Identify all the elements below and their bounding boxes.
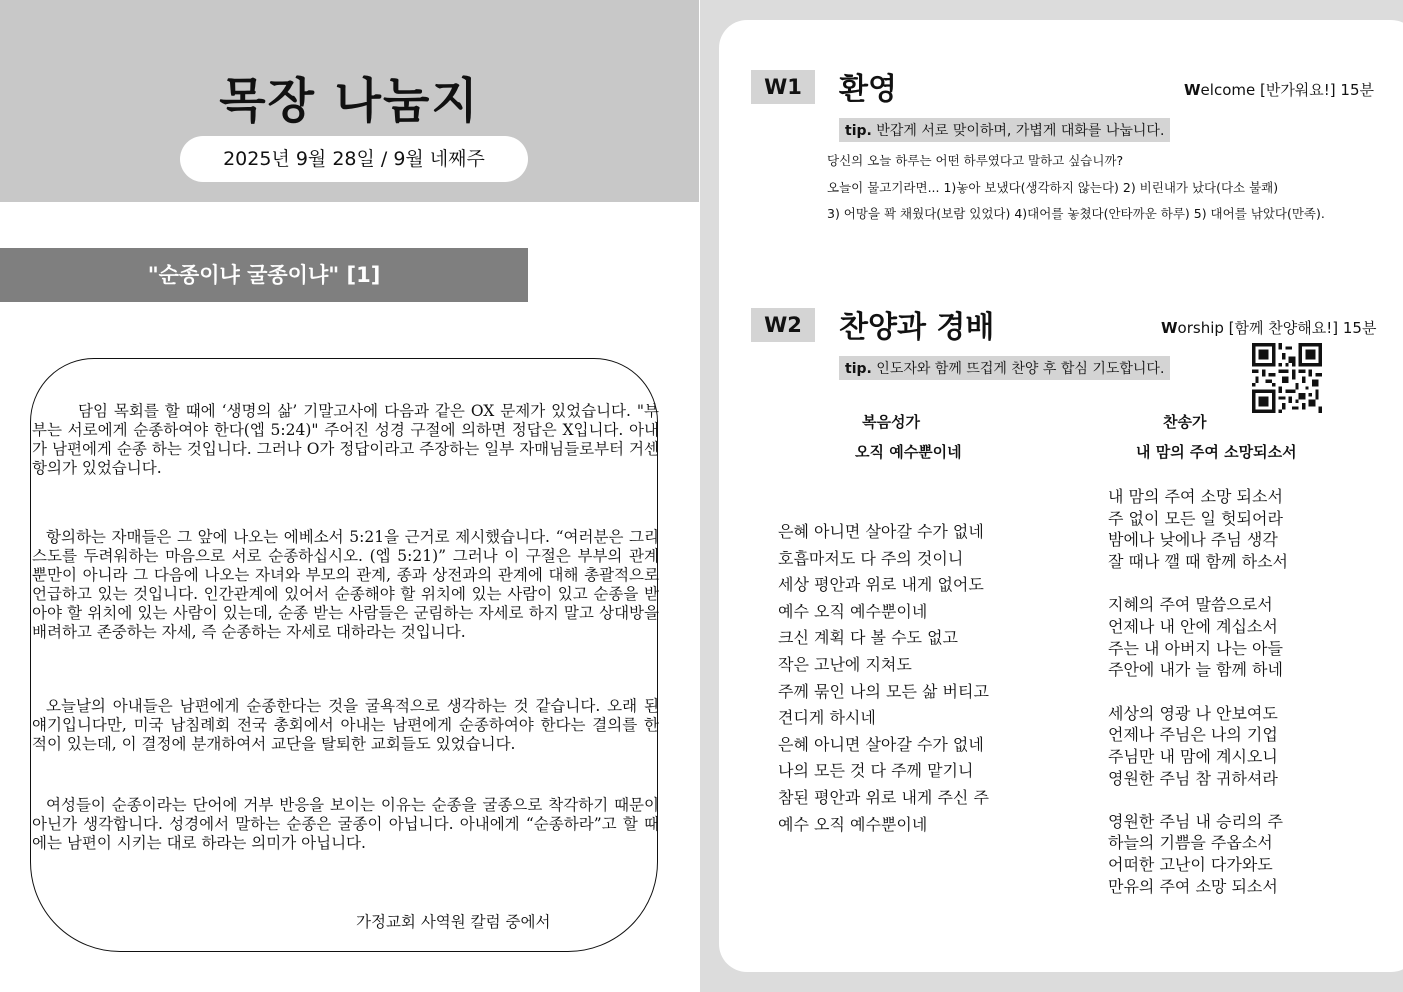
w2-title: 찬양과 경배	[839, 310, 995, 345]
w1-subtitle	[1184, 79, 1374, 100]
qr-code-icon[interactable]	[1251, 343, 1323, 413]
lyric-line: 지혜의 주여 말씀으로서	[1108, 595, 1273, 615]
verse-gap	[1108, 573, 1288, 595]
w1-badge: W1	[751, 70, 815, 104]
page-title: 목장 나눔지	[219, 73, 480, 129]
song1-category: 복음성가	[862, 413, 920, 431]
song1-title: 오직 예수뿐이네	[855, 443, 962, 461]
w2-subtitle-initial: W	[1161, 319, 1178, 337]
date-label: 2025년 9월 28일 / 9월 네째주	[180, 136, 528, 182]
lyric-line: 어떠한 고난이 다가와도	[1108, 855, 1273, 875]
w1-subtitle-initial: W	[1184, 81, 1201, 99]
w1-subtitle-rest: elcome [반가워요!] 15분	[1200, 81, 1374, 99]
left-page	[0, 0, 699, 992]
lyric-line: 은혜 아니면 살아갈 수가 없네	[778, 734, 984, 754]
lyric-line: 세상의 영광 나 안보여도	[1108, 703, 1278, 723]
w2-badge: W2	[751, 308, 815, 342]
article-paragraph-4: 여성들이 순종이라는 단어에 거부 반응을 보이는 이유는 순종을 굴종으로 착각하기 때문이 아닌가 생각합니다. 성경에서 말하는 순종은 굴종이 아닙니다. 아내에게 “순종하라”고 할 때에는 남편이 시키는 대로 하라는 의미가 아닙니다.	[32, 796, 659, 852]
w1-title: 환영	[839, 72, 897, 107]
article-paragraph-2: 항의하는 자매들은 그 앞에 나오는 에베소서 5:21을 근거로 제시했습니다. “여러분은 그리스도를 두려워하는 마음으로 서로 순종하십시오. (엡 5:21)” 그러나 이 구절은 부부의 관계 뿐만이 아니라 그 다음에 나오는 자녀와 부모의 관계, 종과 상전과의 관계에 대해 총괄적으로 언급하고 있는 것입니다. 인간관계에 있어서 순종해야 할 위치에 있는 사람이 있고 순종을 받아야 할 위치에 있는 사람이 있는데, 순종 받는 사람들은 군림하는 자세로 하지 말고 상대방을 배려하고 존중하는 자세, 즉 순종하는 자세로 대하라는 것입니다.	[32, 528, 659, 641]
w2-tip	[839, 356, 1170, 380]
lyric-line: 하늘의 기쁨을 주옵소서	[1108, 833, 1273, 853]
w1-tip-label: tip.	[845, 123, 872, 139]
lyric-line: 은혜 아니면 살아갈 수가 없네	[778, 522, 984, 541]
song1-lyrics	[778, 519, 989, 838]
lyric-line: 언제나 주님은 나의 기업	[1108, 725, 1278, 745]
verse-gap	[1108, 789, 1288, 811]
article-paragraph-1: 담임 목회를 할 때에 ‘생명의 삶’ 기말고사에 다음과 같은 OX 문제가 있었습니다. "부부는 서로에게 순종하여야 한다(엡 5:24)" 주어진 성경 구절에 의하면 정답은 X입니다. 아내가 남편에게 순종 하는 것입니다. 그러나 O가 정답이라고 주장하는 일부 자매님들로부터 거센 항의가 있었습니다.	[32, 402, 659, 477]
lyric-line: 나의 모든 것 다 주께 맡기니	[778, 761, 974, 781]
lyric-line: 세상 평안과 위로 내게 없어도	[778, 575, 984, 595]
lyric-line: 영원한 주님 참 귀하셔라	[1108, 768, 1278, 788]
column-title: "순종이냐 굴종이냐" [1]	[0, 248, 528, 302]
w1-tip-text: 반갑게 서로 맞이하며, 가볍게 대화를 나눕니다.	[876, 123, 1165, 139]
lyric-line: 내 맘의 주여 소망 되소서	[1108, 487, 1283, 506]
w2-tip-label: tip.	[845, 361, 872, 377]
lyric-line: 주님만 내 맘에 계시오니	[1108, 746, 1278, 766]
lyric-line: 크신 계획 다 볼 수도 없고	[778, 628, 958, 648]
lyric-line: 주께 묶인 나의 모든 삶 버티고	[778, 681, 989, 701]
lyric-line: 잘 때나 깰 때 함께 하소서	[1108, 552, 1288, 572]
verse-gap	[1108, 681, 1288, 703]
lyric-line: 호흡마저도 다 주의 것이니	[778, 548, 964, 568]
lyric-line: 주 없이 모든 일 헛되어라	[1108, 508, 1283, 528]
w1-tip	[839, 118, 1170, 142]
w1-options-line-2: 3) 어망을 꽉 채웠다(보람 있었다) 4)대어를 놓쳤다(안타까운 하루) 5) 대어를 낚았다(만족).	[827, 206, 1325, 221]
song2-category: 찬송가	[1163, 413, 1207, 431]
lyric-line: 언제나 내 안에 계십소서	[1108, 616, 1278, 636]
lyric-line: 작은 고난에 지쳐도	[778, 654, 912, 674]
lyric-line: 참된 평안과 위로 내게 주신 주	[778, 787, 989, 807]
song2-title: 내 맘의 주여 소망되소서	[1136, 443, 1297, 461]
lyric-line: 주안에 내가 늘 함께 하네	[1108, 660, 1283, 680]
lyric-line: 만유의 주여 소망 되소서	[1108, 876, 1278, 896]
w1-options-line-1: 오늘이 물고기라면... 1)놓아 보냈다(생각하지 않는다) 2) 비린내가 났다(다소 불쾌)	[827, 180, 1279, 195]
w2-subtitle	[1161, 317, 1376, 338]
lyric-line: 주는 내 아버지 나는 아들	[1108, 638, 1283, 658]
lyric-line: 견디게 하시네	[778, 708, 876, 728]
w2-subtitle-rest: orship [함께 찬양해요!] 15분	[1177, 319, 1377, 337]
w1-question: 당신의 오늘 하루는 어떤 하루였다고 말하고 싶습니까?	[827, 153, 1124, 168]
w2-tip-text: 인도자와 함께 뜨겁게 찬양 후 합심 기도합니다.	[876, 361, 1165, 377]
lyric-line: 예수 오직 예수뿐이네	[778, 814, 928, 834]
lyric-line: 밤에나 낮에나 주님 생각	[1108, 530, 1278, 550]
lyric-line: 영원한 주님 내 승리의 주	[1108, 811, 1283, 831]
song2-lyrics	[1108, 486, 1288, 898]
article-paragraph-3: 오늘날의 아내들은 남편에게 순종한다는 것을 굴욕적으로 생각하는 것 같습니다. 오래 된 얘기입니다만, 미국 남침례회 전국 총회에서 아내는 남편에게 순종하여야 한다는 결의를 한 적이 있는데, 이 결정에 분개하여서 교단을 탈퇴한 교회들도 있었습니다.	[32, 697, 659, 753]
article-source: 가정교회 사역원 칼럼 중에서	[356, 913, 551, 931]
lyric-line: 예수 오직 예수뿐이네	[778, 601, 928, 621]
